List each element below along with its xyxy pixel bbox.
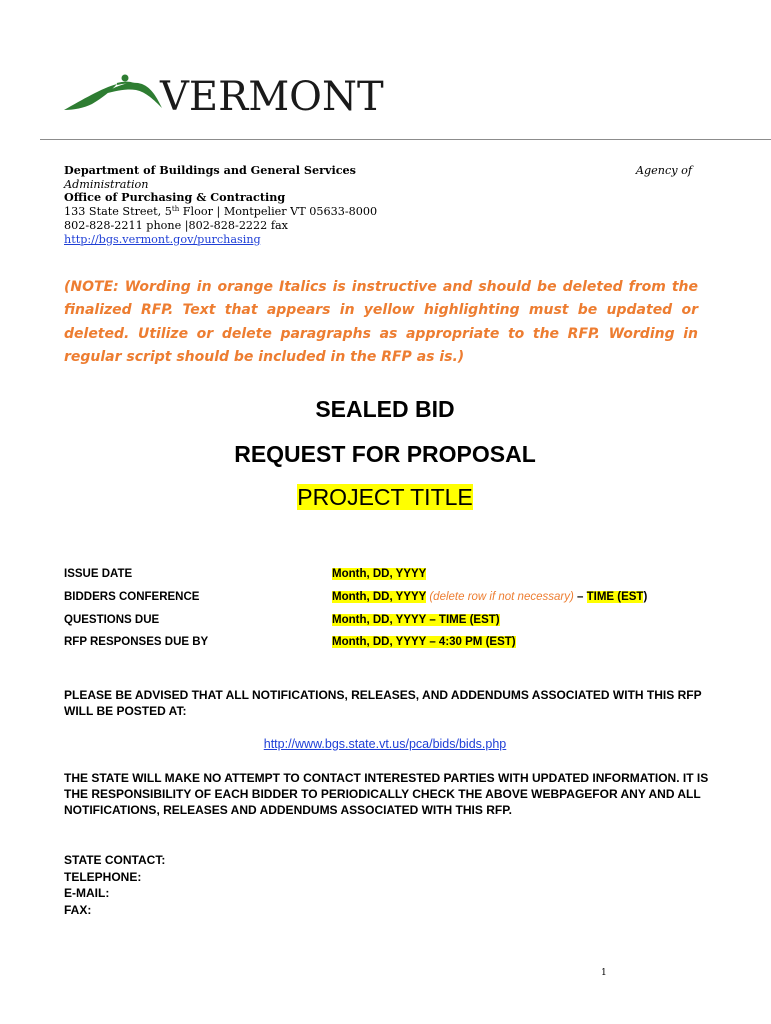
date-row	[64, 614, 744, 637]
office-name: Office of Purchasing & Contracting	[64, 190, 286, 205]
instruction-note: (NOTE: Wording in orange Italics is instructive and should be deleted from the finalized RFP. Text that appears in yellow highlighting must be updated or deleted. Utilize or delete paragraphs as appropriate to the RFP. Wording in regular script should be included in the RFP as is.)	[64, 279, 698, 365]
date-row	[64, 568, 744, 591]
bids-link-line	[0, 737, 770, 751]
agency-label: Agency of	[635, 164, 692, 177]
bids-page-link[interactable]: http://www.bgs.state.vt.us/pca/bids/bids.php	[263, 737, 507, 751]
address-block	[64, 164, 704, 246]
bidders-conference-value: Month, DD, YYYY (delete row if not necessary) – TIME (EST)	[332, 590, 648, 603]
responses-due-value: Month, DD, YYYY – 4:30 PM (EST)	[332, 636, 516, 649]
state-contact-label: STATE CONTACT:	[64, 853, 166, 867]
contact-block	[64, 852, 165, 918]
issue-date-label: ISSUE DATE	[64, 568, 133, 580]
project-title: PROJECT TITLE	[297, 484, 473, 510]
sealed-bid-heading: SEALED BID	[315, 396, 455, 422]
date-row	[64, 636, 744, 659]
email-label: E-MAIL:	[64, 886, 110, 900]
date-row	[64, 591, 744, 614]
purchasing-website-link[interactable]: http://bgs.vermont.gov/purchasing	[64, 232, 261, 246]
vermont-mountain-logo-icon	[62, 70, 384, 120]
vermont-logo	[62, 70, 384, 120]
responses-due-label: RFP RESPONSES DUE BY	[64, 636, 209, 649]
street-address: 133 State Street, 5th Floor | Montpelier VT 05633-8000	[64, 205, 378, 219]
rfp-heading: REQUEST FOR PROPOSAL	[234, 441, 536, 467]
page-number: 1	[601, 968, 607, 978]
issue-date-value: Month, DD, YYYY	[332, 568, 427, 580]
questions-due-value: Month, DD, YYYY – TIME (EST)	[332, 613, 500, 626]
fax-label: FAX:	[64, 902, 92, 917]
state-notice: THE STATE WILL MAKE NO ATTEMPT TO CONTACT INTERESTED PARTIES WITH UPDATED INFORMATION. IT IS THE RESPONSIBILITY OF EACH BIDDER TO PERIODICALLY CHECK THE ABOVE WEBPAGEFOR ANY AND ALL NOTIFICATIONS, RELEASES AND ADDENDUMS ASSOCIATED WITH THIS RFP.	[64, 771, 709, 817]
header-divider	[40, 139, 771, 140]
questions-due-label: QUESTIONS DUE	[64, 613, 160, 626]
svg-text:VERMONT: VERMONT	[160, 74, 384, 120]
telephone-label: TELEPHONE:	[64, 869, 142, 884]
posting-notice: PLEASE BE ADVISED THAT ALL NOTIFICATIONS, RELEASES, AND ADDENDUMS ASSOCIATED WITH THIS RFP WILL BE POSTED AT:	[64, 688, 702, 718]
bidders-conference-label: BIDDERS CONFERENCE	[64, 590, 200, 603]
phone-fax: 802-828-2211 phone |802-828-2222 fax	[64, 218, 288, 232]
key-dates-table	[64, 568, 744, 659]
administration-label: Administration	[64, 177, 149, 191]
department-name: Department of Buildings and General Services	[64, 163, 356, 177]
